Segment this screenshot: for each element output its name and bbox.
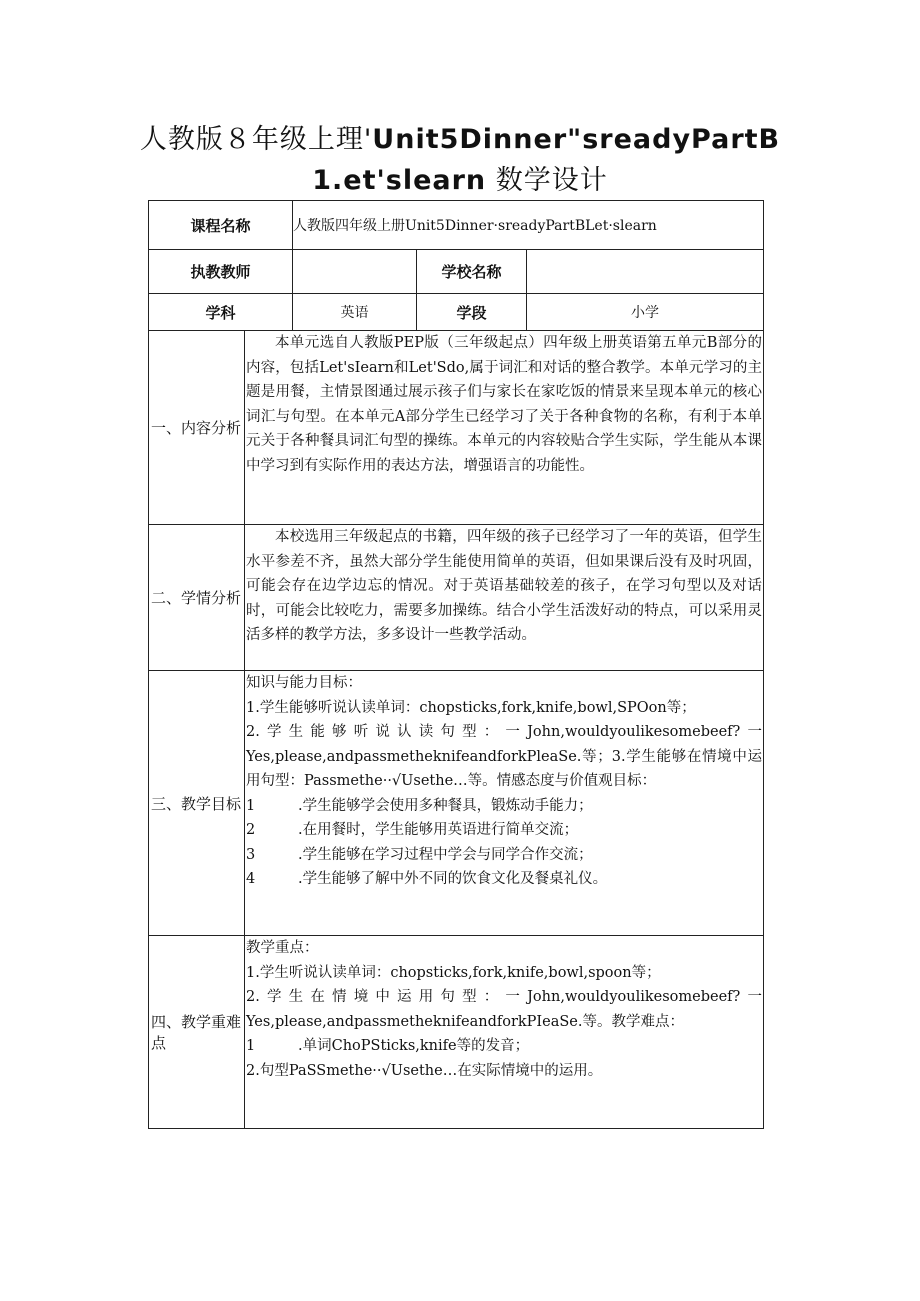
course-name-label: 课程名称 [149, 201, 293, 250]
stage-label: 学段 [417, 294, 527, 331]
objective-item [246, 867, 762, 892]
subject-row [149, 294, 764, 331]
teacher-row [149, 250, 764, 294]
learner-analysis-cell [245, 525, 764, 671]
teaching-objectives-heading: 三、教学目标 [149, 671, 245, 936]
document-title-line-1 [0, 117, 920, 156]
objective-item-number: 4 [246, 871, 256, 887]
lesson-plan-table [148, 200, 764, 1129]
learner-analysis-text: 本校选用三年级起点的书籍，四年级的孩子已经学习了一年的英语，但学生水平参差不齐，虽然大部分学生能使用简单的英语，但如果课后没有及时巩固，可能会存在边学边忘的情况。对于英语基础较差的孩子，在学习句型以及对话时，可能会比较吃力，需要多加操练。结合小学生活泼好动的特点，可以采用灵活多样的教学方法，多多设计一些教学活动。 [246, 529, 763, 643]
content-analysis-cell [245, 331, 764, 525]
key-points-line-2: 2.学生在情境中运用句型：一John,wouldyoulikesomebeef?一Yes,please,andpassmetheknifeandforkPIeaSe.等。教学难点： [246, 989, 763, 1030]
teacher-label: 执教教师 [149, 250, 293, 294]
objectives-line-2: 2.学生能够听说认读句型：一John,wouldyoulikesomebeef?一Yes,please,andpassmetheknifeandforkPleaSe.等；3.学生能够在情境中运用句型：Passmethe··√Usethe…等。情感态度与价值观目标： [246, 724, 763, 789]
objective-item-number: 2 [246, 822, 256, 838]
key-points-cell [245, 936, 764, 1129]
objective-item-text: .学生能够了解中外不同的饮食文化及餐桌礼仪。 [298, 871, 608, 887]
difficulty-item-text: .单词ChoPSticks,knife等的发音； [298, 1038, 530, 1054]
objective-item [246, 794, 762, 819]
subject-value: 英语 [293, 294, 417, 331]
document-title-line-2 [0, 158, 920, 197]
objectives-intro: 知识与能力目标： [246, 675, 362, 691]
course-name-value: 人教版四年级上册Unit5Dinner·sreadyPartBLet·slearn [293, 201, 764, 250]
teaching-objectives-cell [245, 671, 764, 936]
key-points-line-1: 1.学生听说认读单词：chopsticks,fork,knife,bowl,spoon等； [246, 964, 661, 981]
objective-item [246, 818, 762, 843]
learner-analysis-row [149, 525, 764, 671]
objective-item-text: .学生能够学会使用多种餐具，锻炼动手能力； [298, 797, 593, 814]
objectives-line-1: 1.学生能够听说认读单词：chopsticks,fork,knife,bowl,SPOon等； [246, 699, 696, 716]
key-points-intro: 教学重点： [246, 940, 319, 956]
teacher-value [293, 250, 417, 294]
objective-item-text: .学生能够在学习过程中学会与同学合作交流； [298, 846, 593, 863]
title-line2-chinese: 数学设计 [495, 165, 608, 196]
course-name-row [149, 201, 764, 250]
objective-item [246, 843, 762, 868]
objective-item-text: .在用餐时，学生能够用英语进行简单交流； [298, 822, 579, 838]
title-line2-english: 1.et'slearn [312, 165, 487, 196]
content-analysis-text: 本单元选自人教版PEP版（三年级起点）四年级上册英语第五单元B部分的内容，包括Let'sIearn和Let'Sdo,属于词汇和对话的整合教学。本单元学习的主题是用餐，主情景图通过展示孩子们与家长在家吃饭的情景来呈现本单元的核心词汇与句型。在本单元A部分学生已经学习了关于各种食物的名称，有利于本单元关于各种餐具词汇句型的操练。本单元的内容较贴合学生实际，学生能从本课中学习到有实际作用的表达方法，增强语言的功能性。 [246, 335, 763, 474]
learner-analysis-heading: 二、学情分析 [149, 525, 245, 671]
content-analysis-heading: 一、内容分析 [149, 331, 245, 525]
objective-item-number: 1 [246, 797, 256, 814]
school-label: 学校名称 [417, 250, 527, 294]
school-value [527, 250, 764, 294]
key-points-heading: 四、教学重难点 [149, 936, 245, 1129]
key-points-line-3: 2.句型PaSSmethe··√Usethe…在实际情境中的运用。 [246, 1062, 603, 1079]
title-line1-english: Unit5Dinner"sreadyPartB [372, 124, 781, 155]
objective-item-number: 3 [246, 846, 256, 863]
content-analysis-row [149, 331, 764, 525]
difficulty-item [246, 1034, 762, 1059]
title-line1-chinese: 人教版８年级上理' [139, 124, 373, 155]
difficulty-item-number: 1 [246, 1038, 256, 1054]
key-points-row [149, 936, 764, 1129]
teaching-objectives-row [149, 671, 764, 936]
subject-label: 学科 [149, 294, 293, 331]
stage-value: 小学 [527, 294, 764, 331]
